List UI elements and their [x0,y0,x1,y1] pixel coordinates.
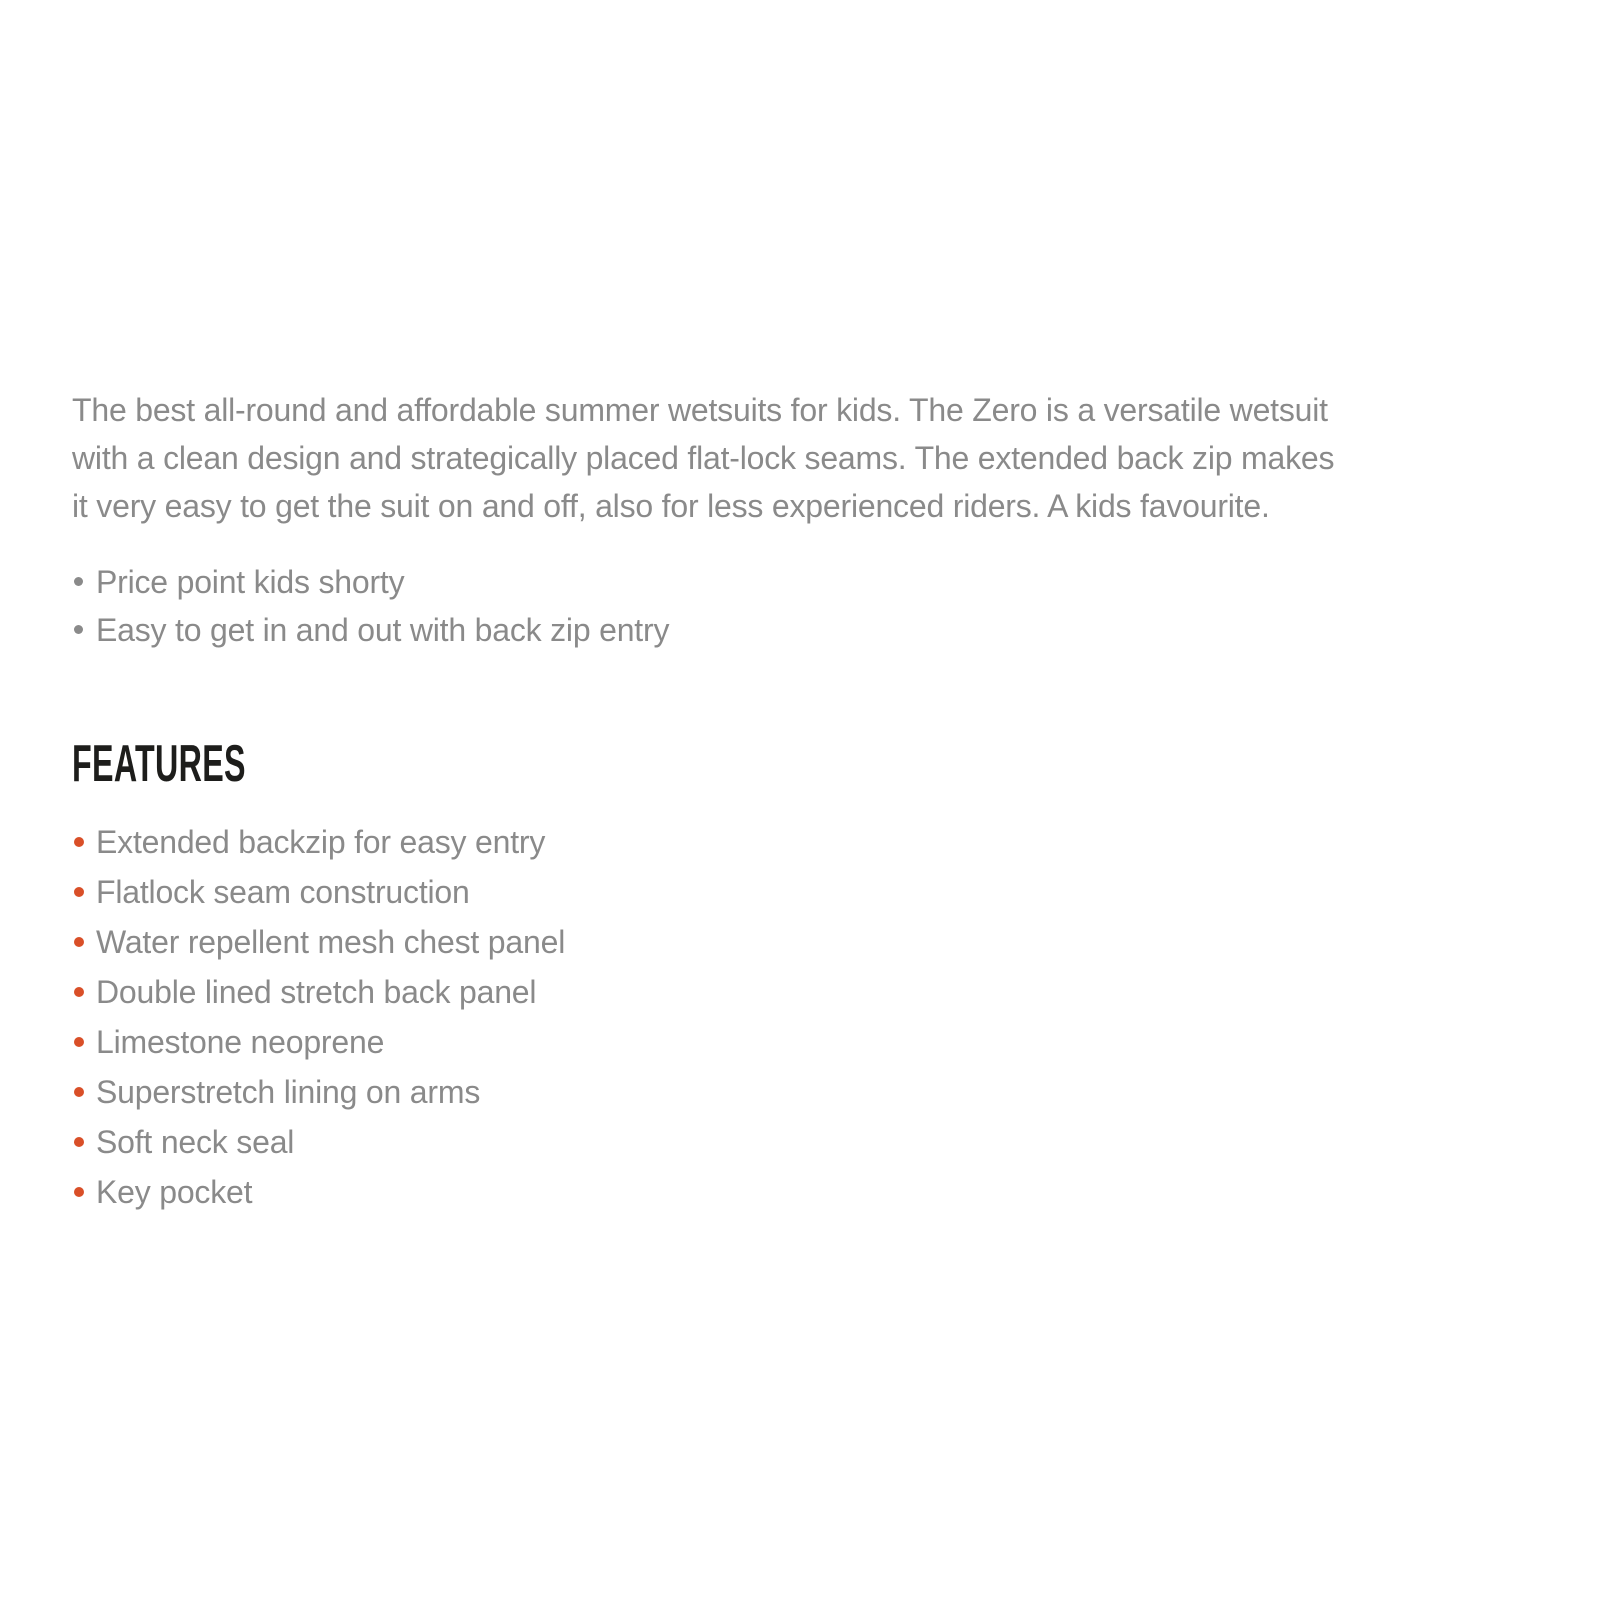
feature-list-item [72,967,1512,1017]
intro-paragraph [72,386,1512,530]
bullet-icon [74,1137,84,1147]
highlight-item-label: Easy to get in and out with back zip entry [96,612,670,648]
feature-list-item [72,1167,1512,1217]
feature-item-label: Superstretch lining on arms [96,1074,481,1110]
highlight-list-item [72,558,1512,606]
feature-list-item [72,917,1512,967]
feature-item-label: Key pocket [96,1174,253,1210]
highlight-list-item [72,606,1512,654]
intro-paragraph-line: with a clean design and strategically placed flat-lock seams. The extended back zip makes [72,440,1335,476]
bullet-icon [74,577,83,586]
feature-list-item [72,1067,1512,1117]
intro-paragraph-line: The best all-round and affordable summer wetsuits for kids. The Zero is a versatile wetsuit [72,392,1328,428]
highlight-item-label: Price point kids shorty [96,564,405,600]
feature-item-label: Water repellent mesh chest panel [96,924,566,960]
feature-item-label: Extended backzip for easy entry [96,824,546,860]
feature-item-label: Flatlock seam construction [96,874,470,910]
bullet-icon [74,987,84,997]
feature-item-label: Limestone neoprene [96,1024,385,1060]
features-heading [72,735,1512,793]
feature-list-item [72,867,1512,917]
highlights-list [72,558,1512,654]
feature-list-item [72,1117,1512,1167]
bullet-icon [74,837,84,847]
feature-list-item [72,1017,1512,1067]
bullet-icon [74,625,83,634]
features-list [72,817,1512,1217]
bullet-icon [74,937,84,947]
feature-list-item [72,817,1512,867]
bullet-icon [74,1037,84,1047]
feature-item-label: Double lined stretch back panel [96,974,537,1010]
feature-item-label: Soft neck seal [96,1124,295,1160]
features-heading-label: FEATURES [72,735,246,793]
bullet-icon [74,1087,84,1097]
intro-paragraph-line: it very easy to get the suit on and off, also for less experienced riders. A kids favourite. [72,488,1270,524]
bullet-icon [74,887,84,897]
bullet-icon [74,1187,84,1197]
